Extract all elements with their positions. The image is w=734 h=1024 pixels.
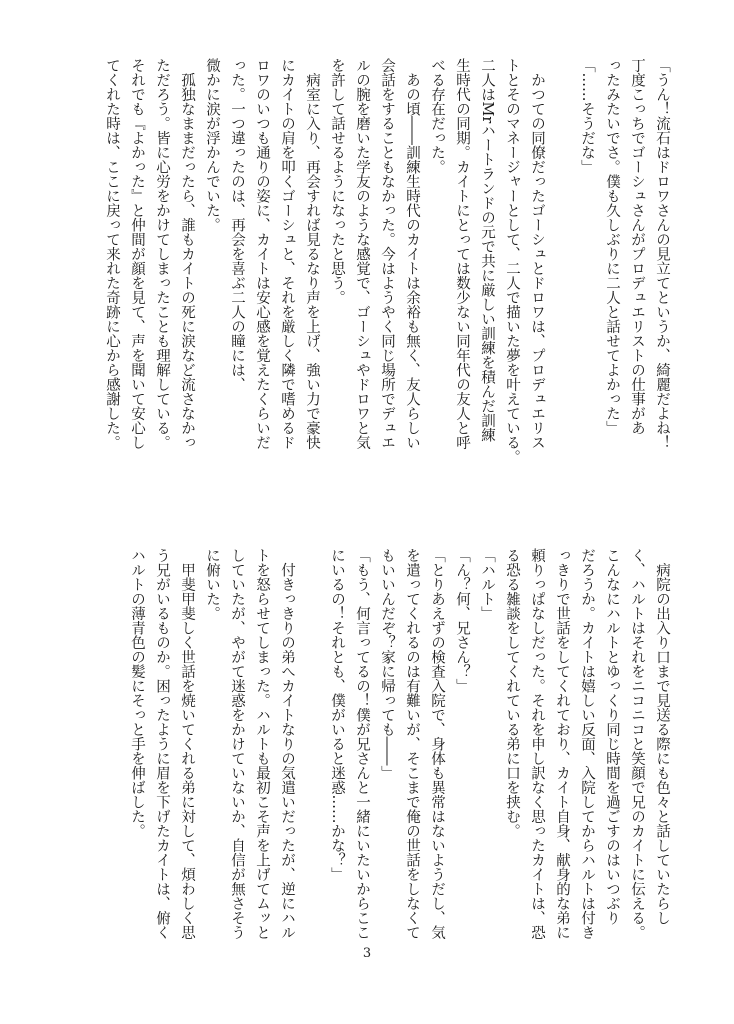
text-line: 付きっきりの弟へカイトなりの気遣いだったが、逆にハル: [279, 548, 295, 940]
text-line: それでも『よかった』と仲間が顔を見て、声を聞いて安心し: [129, 58, 145, 450]
upper-text-block: [58, 58, 674, 498]
text-line: る恐る雑談をしてくれている弟に口を挟む。: [504, 548, 520, 838]
text-line: 「ハルト」: [479, 548, 495, 621]
text-line: 「……そうだな」: [579, 58, 595, 174]
text-line: ロワのいつも通りの姿に、カイトは安心感を覚えたくらいだ: [254, 58, 270, 450]
lower-text-block: [58, 548, 674, 940]
text-line: だろうか。カイトは嬉しい反面、入院してからハルトは付き: [579, 548, 595, 940]
text-line: 丁度こっちでゴーシュさんがプロデュエリストの仕事があ: [629, 58, 645, 435]
text-line: 二人はMrハートランドの元で共に厳しい訓練を積んだ訓練: [479, 58, 495, 443]
text-line: こんなにハルトとゆっくり同じ時間を過ごすのはいつぶり: [604, 548, 620, 925]
text-line: 甲斐甲斐しく世話を焼いてくれる弟に対して、煩わしく思: [179, 548, 195, 940]
text-line: にいるの！それとも、僕がいると迷惑……かな？」: [329, 548, 345, 882]
text-line: う兄がいるものか。困ったように眉を下げたカイトは、俯く: [154, 548, 170, 940]
text-line: ハルトの薄青色の髪にそっと手を伸ばした。: [129, 548, 145, 838]
text-line: トを怒らせてしまった。ハルトも最初こそ声を上げてムッと: [254, 548, 270, 940]
text-line: していたが、やがて迷惑をかけていないか、自信が無さそう: [229, 548, 245, 940]
text-line: ったみたいでさ。僕も久しぶりに二人と話せてよかった」: [604, 58, 620, 435]
text-line: 「ん？何、兄さん？」: [454, 548, 470, 693]
page-number: 3: [362, 946, 372, 961]
text-line: にカイトの肩を叩くゴーシュと、それを厳しく隣で嗜めるド: [279, 58, 295, 450]
text-line: 「とりあえずの検査入院で、身体も異常はないようだし、気: [429, 548, 445, 940]
text-line: ただろう。皆に心労をかけてしまったことも理解している。: [154, 58, 170, 450]
text-line: あの頃――訓練生時代のカイトは余裕も無く、友人らしい: [404, 58, 420, 450]
text-line: 微かに涙が浮かんでいた。: [204, 58, 220, 232]
text-line: に俯いた。: [204, 548, 220, 621]
text-line: を許して話せるようになったと思う。: [329, 58, 345, 305]
text-line: トとそのマネージャーとして、二人で描いた夢を叶えている。: [504, 58, 520, 464]
text-line: 「うん！流石はドロワさんの見立てというか、綺麗だよね！: [654, 58, 670, 450]
text-line: 生時代の同期。カイトにとっては数少ない同年代の友人と呼: [454, 58, 470, 450]
text-line: く、ハルトはそれをニコニコと笑顔で兄のカイトに伝える。: [629, 548, 645, 940]
text-line: 病室に入り、再会すれば見るなり声を上げ、強い力で豪快: [304, 58, 320, 450]
text-line: っきりで世話をしてくれており、カイト自身、献身的な弟に: [554, 548, 570, 940]
text-line: べる存在だった。: [429, 58, 445, 174]
text-line: ルの腕を磨いた学友のような感覚で、ゴーシュやドロワと気: [354, 58, 370, 450]
text-line: 「もう、何言ってるの！僕が兄さんと一緒にいたいからここ: [354, 548, 370, 940]
text-line: 頼りっぱなしだった。それを申し訳なく思ったカイトは、恐: [529, 548, 545, 940]
text-line: 孤独なままだったら、誰もカイトの死に涙など流さなかっ: [179, 58, 195, 450]
text-line: 病院の出入り口まで見送る際にも色々と話していたらし: [654, 548, 670, 925]
text-line: 会話をすることもなかった。今はようやく同じ場所でデュエ: [379, 58, 395, 450]
text-line: [549, 58, 574, 498]
text-line: った。一つ違ったのは、再会を喜ぶ二人の瞳には、: [229, 58, 245, 392]
text-line: を遣ってくれるのは有難いが、そこまで俺の世話をしなくて: [404, 548, 420, 940]
text-line: [299, 548, 324, 940]
text-line: かつての同僚だったゴーシュとドロワは、プロデュエリス: [529, 58, 545, 450]
text-line: てくれた時は、ここに戻って来れた奇跡に心から感謝した。: [104, 58, 120, 450]
text-line: もいいんだぞ？家に帰っても――」: [379, 548, 395, 780]
